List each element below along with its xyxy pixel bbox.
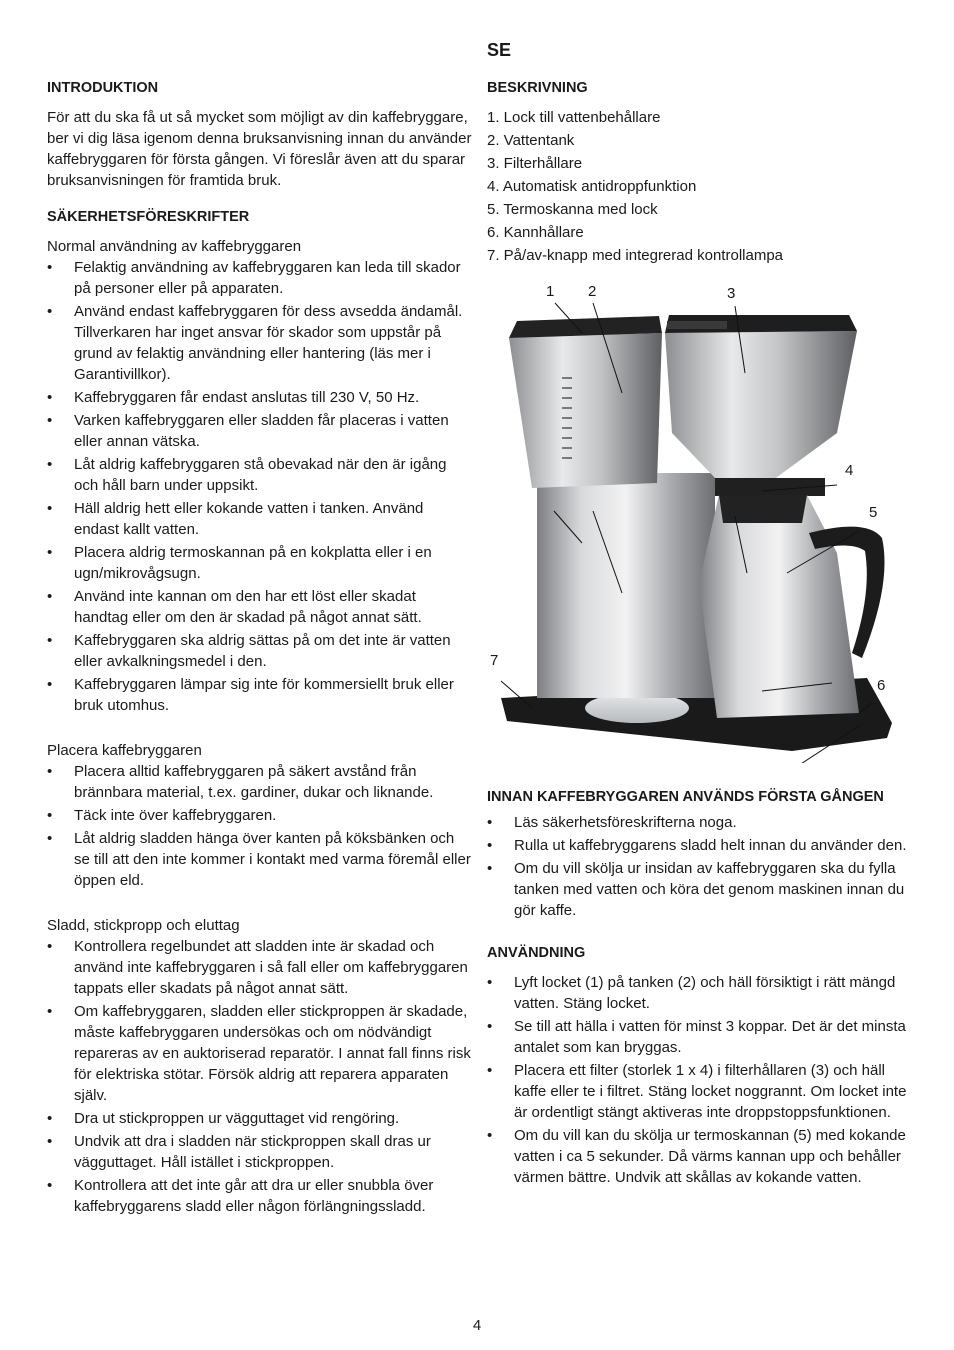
list-item: 1. Lock till vattenbehållare [487,109,661,126]
list-item: • Placera aldrig termoskannan på en kokplatta eller i en ugn/mikrovågsugn. [47,542,472,584]
list-item: • Lyft locket (1) på tanken (2) och häll försiktigt i rätt mängd vatten. Stäng locket. [487,972,907,1014]
list-item: • Täck inte över kaffebryggaren. [47,805,472,826]
before-use-list [487,812,907,921]
list-item: • Låt aldrig sladden hänga över kanten på köksbänken och se till att den inte kommer i kontakt med varma föremål eller öppen eld. [47,828,472,891]
normal-use-subheading: Normal användning av kaffebryggaren [47,238,302,255]
list-item: • Låt aldrig kaffebryggaren stå obevakad när den är igång och håll barn under uppsikt. [47,454,472,496]
description-heading: BESKRIVNING [487,80,588,96]
list-item: • Kontrollera att det inte går att dra ur eller snubbla över kaffebryggarens sladd eller någon förlängningssladd. [47,1175,472,1217]
list-item: • Om du vill skölja ur insidan av kaffebryggaren ska du fylla tanken med vatten och köra det genom maskinen innan du gör kaffe. [487,858,907,921]
list-item: • Häll aldrig hett eller kokande vatten i tanken. Använd endast kallt vatten. [47,498,472,540]
list-item: 5. Termoskanna med lock [487,201,658,218]
figure-label: 5 [869,504,878,521]
cord-subheading: Sladd, stickpropp och eluttag [47,917,240,934]
before-use-heading: INNAN KAFFEBRYGGAREN ANVÄNDS FÖRSTA GÅNGEN [487,789,884,805]
right-column [487,80,907,1190]
cord-list [47,936,472,1217]
usage-heading: ANVÄNDNING [487,945,586,961]
figure-label: 4 [845,462,854,479]
intro-heading: INTRODUKTION [47,80,159,96]
list-item: • Placera alltid kaffebryggaren på säkert avstånd från brännbara material, t.ex. gardiner, dukar och liknande. [47,761,472,803]
coffee-maker-figure [487,283,907,763]
normal-use-list [47,257,472,716]
list-item: • Om du vill kan du skölja ur termoskannan (5) med kokande vatten i ca 5 sekunder. Då värms kannan upp och behåller värmen bättre. Undvik att skållas av kokande vatten. [487,1125,907,1188]
list-item: • Felaktig användning av kaffebryggaren kan leda till skador på personer eller på apparaten. [47,257,472,299]
language-code: SE [487,40,512,60]
left-column [47,80,472,1219]
list-item: • Kaffebryggaren ska aldrig sättas på om det inte är vatten eller avkalkningsmedel i den. [47,630,472,672]
list-item: • Se till att hälla i vatten för minst 3 koppar. Det är det minsta antalet som kan bryggas. [487,1016,907,1058]
list-item: 3. Filterhållare [487,155,583,172]
list-item: 7. På/av-knapp med integrerad kontrollampa [487,247,784,264]
list-item: • Kontrollera regelbundet att sladden inte är skadad och använd inte kaffebryggaren i så fall eller om kaffebryggaren tappats eller skadats på något annat sätt. [47,936,472,999]
list-item: • Undvik att dra i sladden när stickproppen skall dras ur vägguttaget. Håll istället i stickproppen. [47,1131,472,1173]
list-item: 4. Automatisk antidroppfunktion [487,178,697,195]
list-item: • Använd endast kaffebryggaren för dess avsedda ändamål. Tillverkaren har inget ansvar för skador som uppstår på grund av felaktig användning eller hantering (läs mer i Garantivillkor). [47,301,472,385]
usage-list [487,972,907,1188]
list-item: • Använd inte kannan om den har ett löst eller skadat handtag eller om den är skadad på något annat sätt. [47,586,472,628]
figure-label: 1 [546,283,555,300]
placing-subheading: Placera kaffebryggaren [47,742,202,759]
list-item: 6. Kannhållare [487,224,584,241]
safety-heading: SÄKERHETSFÖRESKRIFTER [47,209,250,225]
figure-label: 2 [588,283,597,300]
intro-text: För att du ska få ut så mycket som möjligt av din kaffebryggare, ber vi dig läsa igenom denna bruksanvisning innan du använder kaffebryggaren för första gången. Vi föreslår även att du sparar bruksanvisningen för framtida bruk. [47,109,472,189]
parts-list [487,107,907,266]
list-item: 2. Vattentank [487,132,575,149]
list-item: • Placera ett filter (storlek 1 x 4) i filterhållaren (3) och häll kaffe eller te i filtret. Stäng locket noggrannt. Om locket inte är ordentligt stängt aktiveras inte droppstoppsfunktionen. [487,1060,907,1123]
list-item: • Kaffebryggaren lämpar sig inte för kommersiellt bruk eller bruk utomhus. [47,674,472,716]
list-item: • Om kaffebryggaren, sladden eller stickproppen är skadade, måste kaffebryggaren undersökas och om nödvändigt repareras av en auktoriserad reparatör. I annat fall finns risk för elektriska stötar. Försök aldrig att reparera apparaten själv. [47,1001,472,1106]
list-item: • Läs säkerhetsföreskrifterna noga. [487,812,907,833]
coffee-maker-illustration [487,283,907,763]
list-item: • Kaffebryggaren får endast anslutas till 230 V, 50 Hz. [47,387,472,408]
figure-label: 7 [490,652,499,669]
list-item: • Rulla ut kaffebryggarens sladd helt innan du använder den. [487,835,907,856]
figure-label: 6 [877,677,886,694]
list-item: • Dra ut stickproppen ur vägguttaget vid rengöring. [47,1108,472,1129]
list-item: • Varken kaffebryggaren eller sladden får placeras i vatten eller annan vätska. [47,410,472,452]
placing-list [47,761,472,891]
figure-label: 3 [727,285,736,302]
page-number: 4 [472,1317,482,1334]
